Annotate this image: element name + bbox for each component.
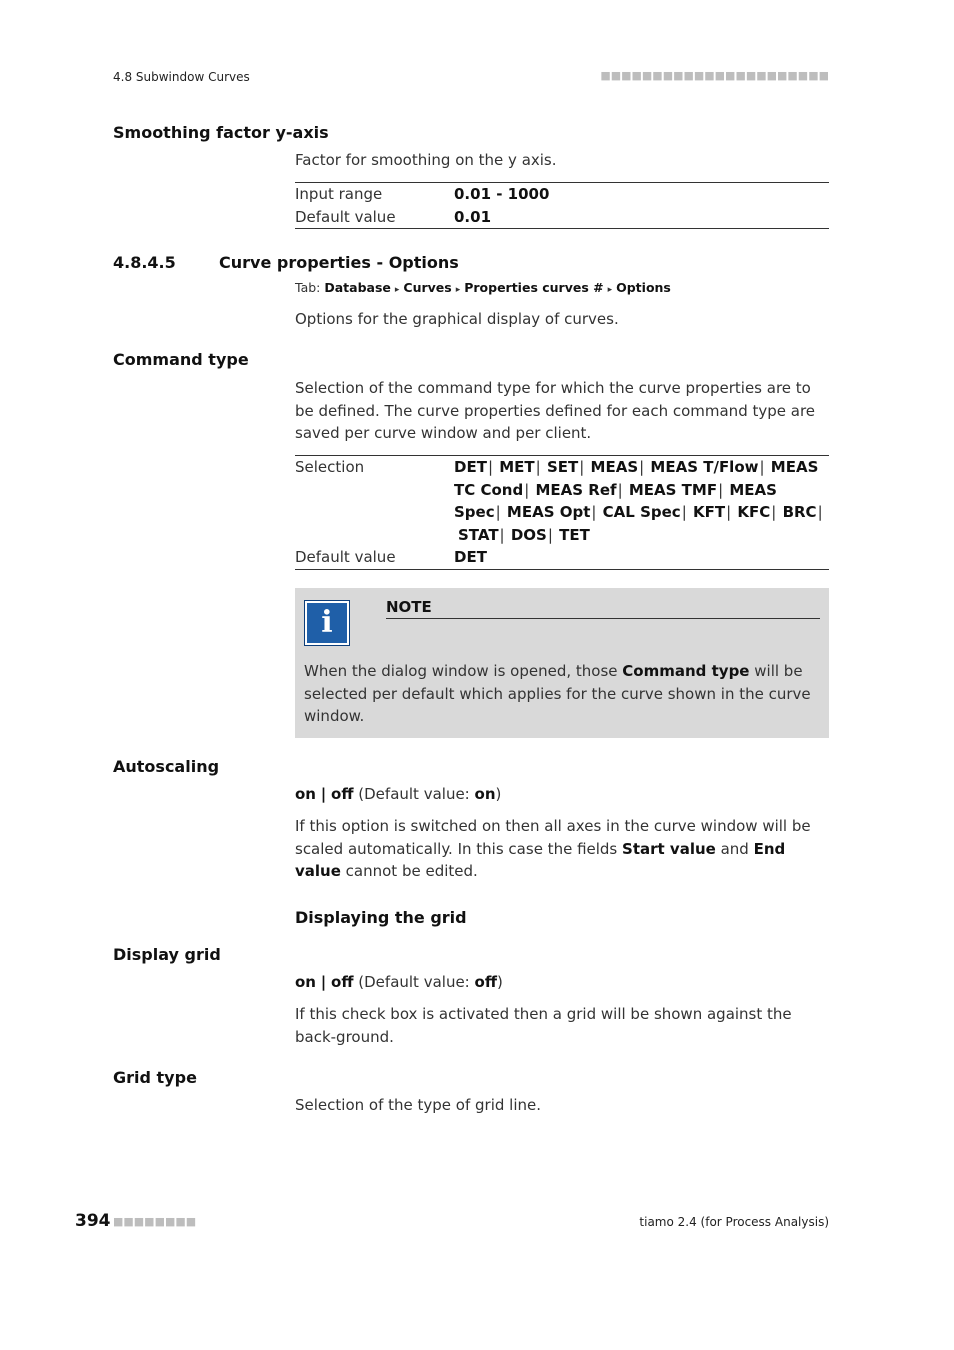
autoscaling-description	[295, 815, 829, 883]
page-number: 394	[75, 1211, 111, 1231]
command-type-description: Selection of the command type for which the curve properties are to be defined. The curve properties defined for each command type are saved per curve window and per client.	[295, 379, 816, 442]
tab-path	[295, 280, 671, 295]
value-off: off	[331, 785, 354, 803]
option-cal-spec: CAL Spec	[602, 503, 681, 521]
option-stat: STAT	[458, 525, 499, 544]
default-prefix: (Default value:	[358, 973, 475, 991]
section-number: 4.8.4.5	[113, 253, 176, 272]
running-header-section: 4.8 Subwindow Curves	[113, 70, 250, 84]
note-box	[295, 588, 829, 738]
info-icon	[304, 600, 350, 646]
header-dots-decoration: ■■■■■■■■■■■■■■■■■■■■■■	[600, 69, 829, 82]
desc-part: and	[715, 839, 754, 858]
option-meas: MEAS	[590, 458, 639, 476]
field-end-value: End value	[295, 839, 786, 880]
value-separator: |	[320, 785, 327, 803]
option-met: MET	[499, 458, 535, 476]
field-start-value: Start value	[622, 839, 716, 858]
tab-prefix: Tab:	[295, 280, 321, 295]
note-title: NOTE	[386, 598, 820, 619]
term-autoscaling: Autoscaling	[113, 757, 220, 776]
desc-part: If this option is switched on then all axes in the curve window will be scaled automatically. In this case the fields	[295, 817, 811, 858]
info-icon-glyph: i	[321, 605, 333, 640]
table-row	[295, 546, 829, 569]
option-brc: BRC	[782, 503, 817, 521]
option-meas-tmf: MEAS TMF	[628, 480, 718, 499]
section-description: Options for the graphical display of curves.	[295, 310, 619, 328]
tab-path-item: Curves	[403, 280, 452, 295]
default-value: on	[474, 785, 496, 803]
default-value-label: Default value	[295, 548, 396, 566]
command-type-parameter-table	[295, 455, 829, 570]
table-row	[295, 456, 829, 546]
desc-part: cannot be edited.	[340, 862, 478, 880]
option-meas-spec-part1: MEAS	[729, 480, 777, 499]
display-grid-values	[295, 971, 829, 994]
option-set: SET	[546, 458, 579, 476]
arrow-right-icon: ▸	[607, 285, 613, 295]
value-off: off	[331, 973, 354, 991]
section-title: Curve properties - Options	[219, 253, 459, 272]
grid-type-description: Selection of the type of grid line.	[295, 1096, 541, 1114]
option-tet: TET	[559, 525, 590, 544]
option-det: DET	[454, 458, 487, 476]
option-kfc: KFC	[737, 503, 771, 521]
option-meas-tc-cond-part1: MEAS	[770, 458, 819, 476]
term-grid-type: Grid type	[113, 1068, 197, 1087]
term-command-type: Command type	[113, 350, 249, 369]
arrow-right-icon: ▸	[394, 285, 400, 295]
table-row	[295, 183, 829, 206]
value-on: on	[295, 785, 316, 803]
selection-values	[454, 456, 829, 546]
selection-line: DET| MET| SET| MEAS| MEAS T/Flow| MEAS	[454, 458, 819, 476]
arrow-right-icon: ▸	[455, 285, 461, 295]
default-value-label: Default value	[295, 207, 396, 226]
term-smoothing-factor: Smoothing factor y-axis	[113, 123, 329, 142]
default-suffix: )	[495, 785, 502, 803]
tab-path-item: Properties curves #	[464, 280, 604, 295]
default-prefix: (Default value:	[358, 785, 475, 803]
default-value: off	[474, 973, 497, 991]
option-meas-ref: MEAS Ref	[535, 480, 617, 499]
note-text	[304, 660, 814, 728]
smoothing-description: Factor for smoothing on the y axis.	[295, 151, 557, 169]
option-dos: DOS	[510, 525, 547, 544]
note-text-bold: Command type	[622, 662, 750, 680]
option-meas-spec-part2: Spec	[454, 503, 495, 521]
term-display-grid: Display grid	[113, 945, 221, 964]
smoothing-parameter-table	[295, 182, 829, 229]
default-value: DET	[454, 548, 487, 566]
display-grid-description: If this check box is activated then a grid will be shown against the back-ground.	[295, 1005, 792, 1046]
value-separator: |	[320, 973, 327, 991]
table-row	[295, 206, 829, 229]
autoscaling-values	[295, 783, 829, 806]
note-text-part: will be selected per default which applies for the curve shown in the curve window.	[304, 662, 811, 725]
subheading-displaying-grid: Displaying the grid	[295, 908, 467, 927]
selection-line: Spec| MEAS Opt| CAL Spec| KFT| KFC| BRC|	[454, 503, 823, 521]
option-meas-t-flow: MEAS T/Flow	[650, 458, 759, 476]
option-kft: KFT	[692, 503, 726, 521]
default-value: 0.01	[454, 207, 492, 226]
selection-label: Selection	[295, 458, 365, 476]
input-range-value: 0.01 - 1000	[454, 185, 550, 203]
tab-path-item: Options	[616, 280, 671, 295]
default-suffix: )	[496, 973, 503, 991]
footer-dots-decoration: ■■■■■■■■	[113, 1215, 197, 1228]
option-meas-opt: MEAS Opt	[506, 503, 591, 521]
selection-line: STAT| DOS| TET	[458, 525, 590, 544]
note-text-part: When the dialog window is opened, those	[304, 662, 623, 680]
selection-line: TC Cond| MEAS Ref| MEAS TMF| MEAS	[454, 480, 777, 499]
value-on: on	[295, 973, 316, 991]
option-meas-tc-cond-part2: TC Cond	[454, 480, 524, 499]
tab-path-item: Database	[324, 280, 391, 295]
input-range-label: Input range	[295, 185, 383, 203]
footer-product: tiamo 2.4 (for Process Analysis)	[639, 1215, 829, 1229]
